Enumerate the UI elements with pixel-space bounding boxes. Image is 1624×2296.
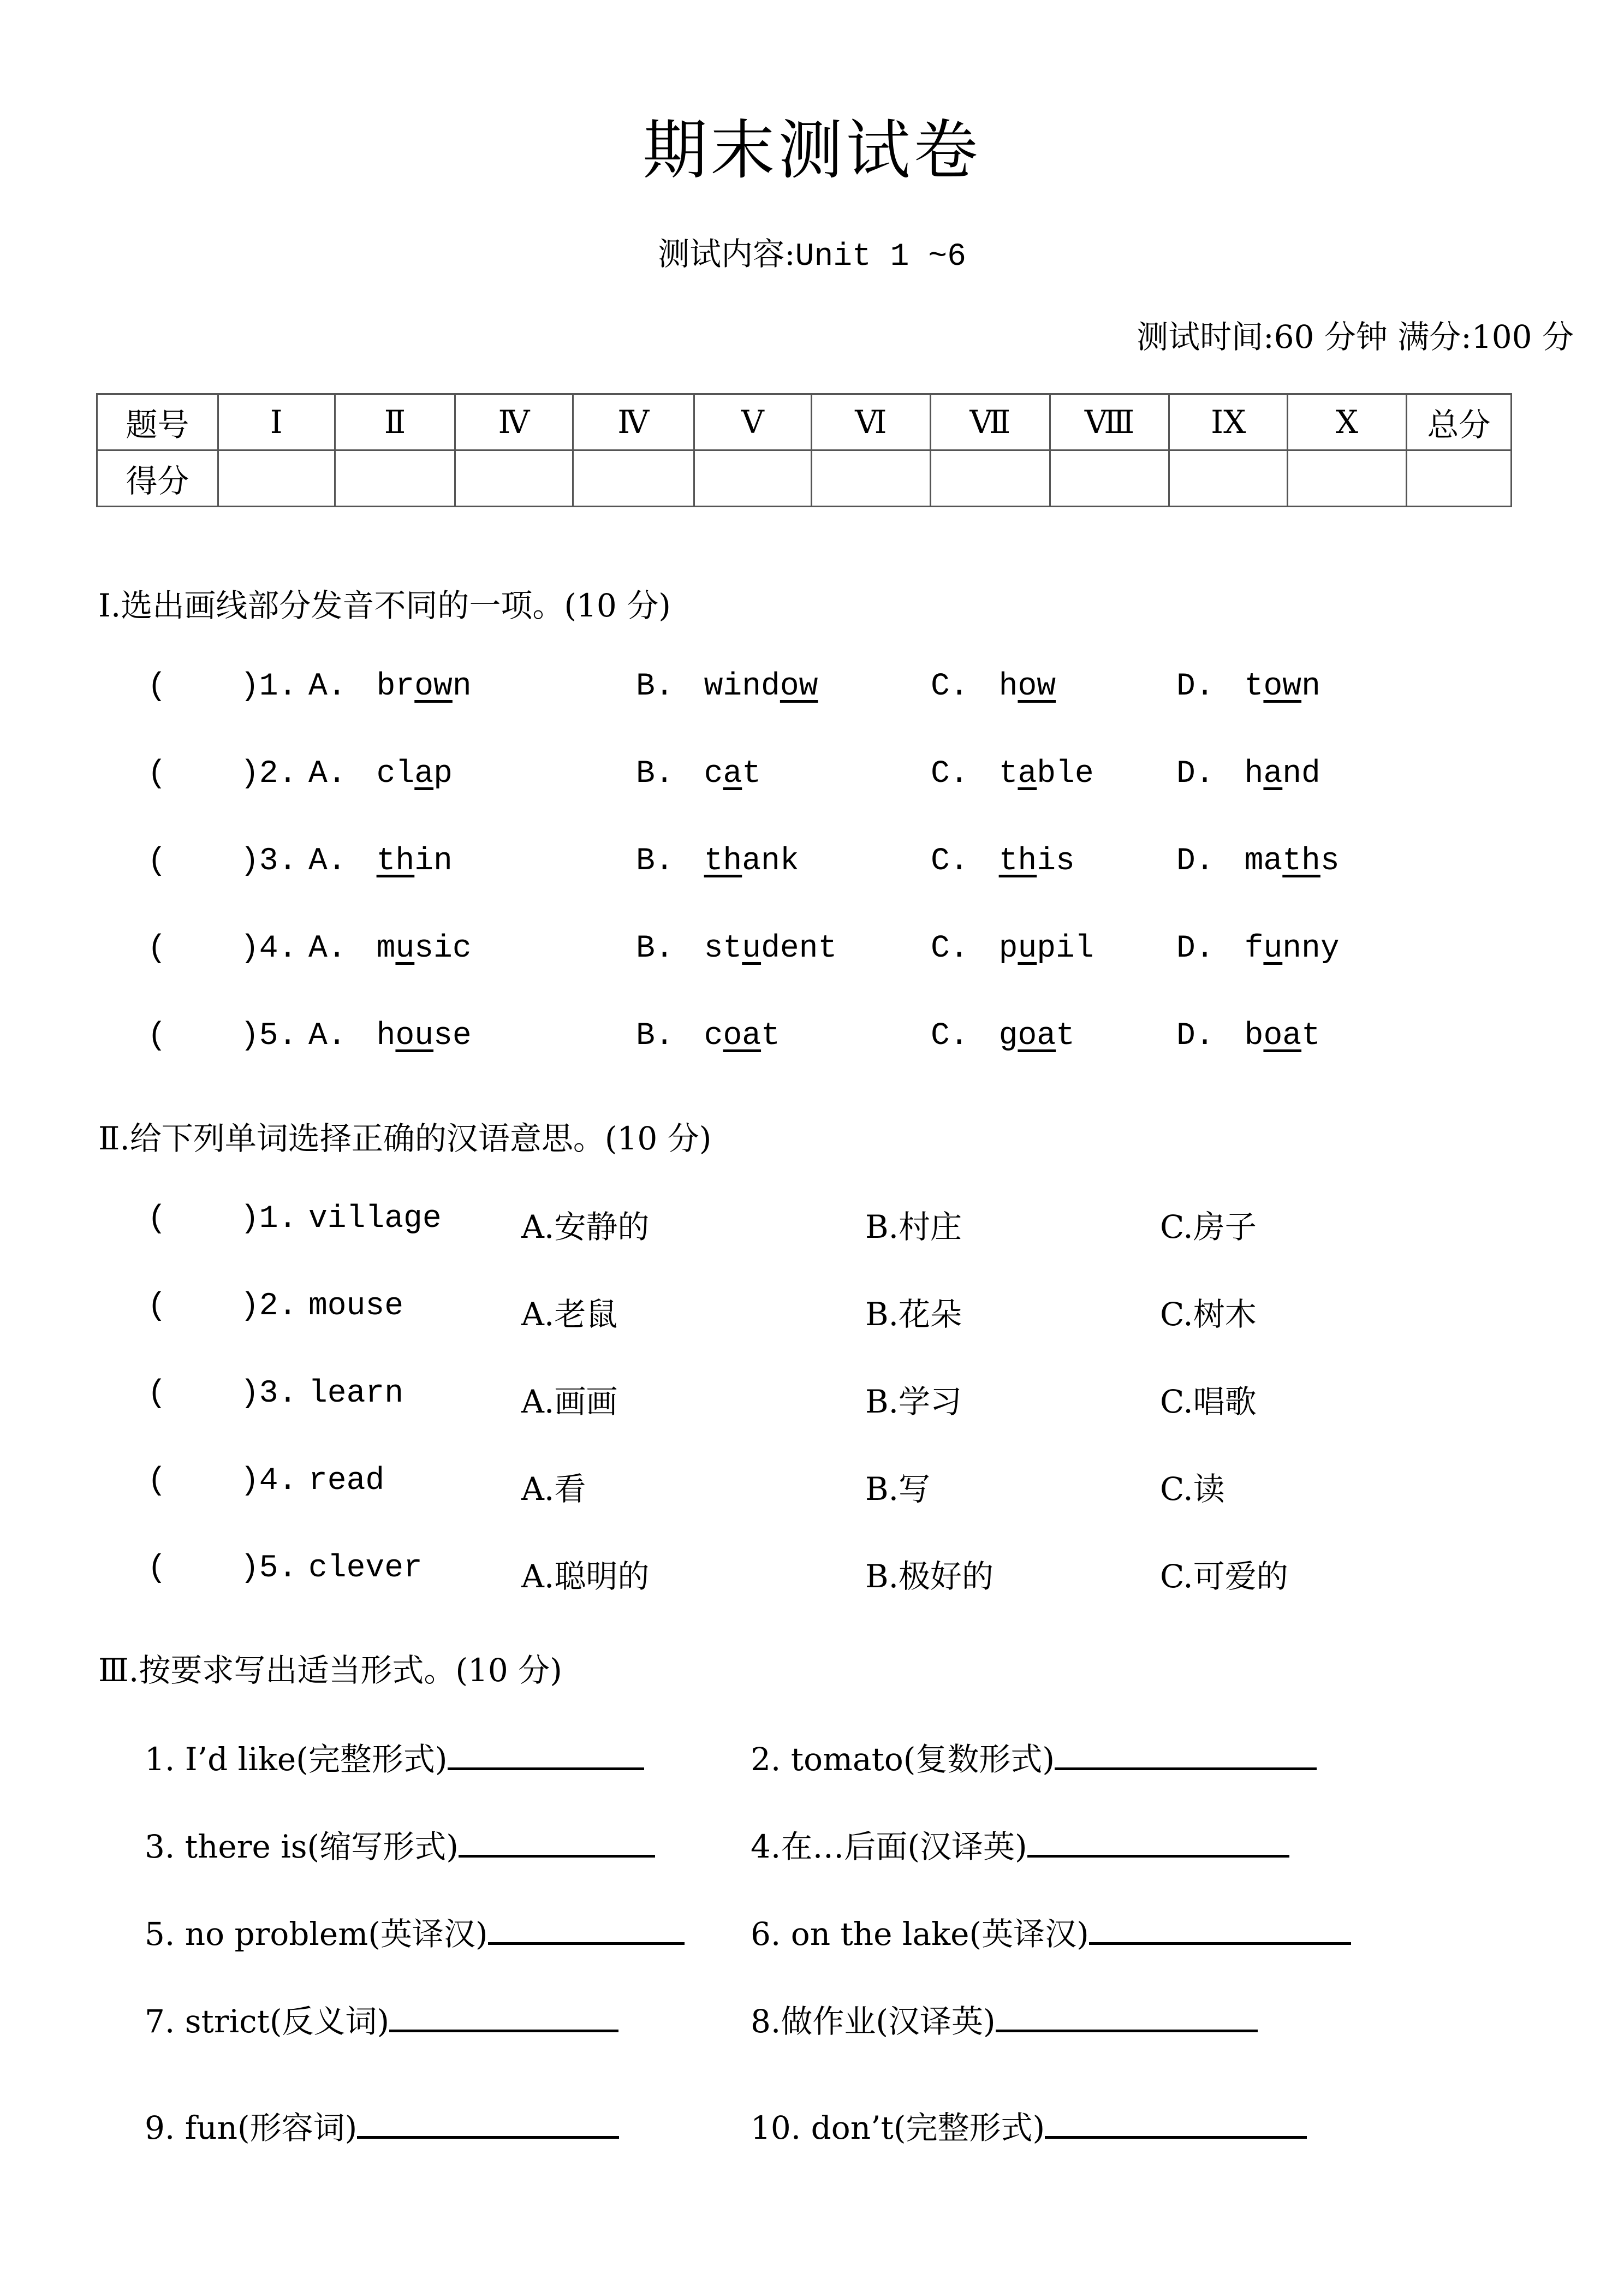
option-label: D. bbox=[1176, 1018, 1215, 1054]
fill-in-prompt: 2. tomato(复数形式) bbox=[751, 1741, 1055, 1778]
option-label: B. bbox=[636, 844, 674, 879]
underlined-letters: u bbox=[1263, 931, 1283, 966]
column-header: Ⅴ bbox=[694, 394, 811, 450]
option-label: B. bbox=[636, 669, 674, 704]
option[interactable] bbox=[636, 669, 818, 704]
underlined-letters: ow bbox=[414, 669, 453, 704]
word-part: n bbox=[452, 669, 472, 704]
option[interactable] bbox=[308, 669, 472, 704]
word-part: t bbox=[742, 756, 762, 792]
question-number: )2. bbox=[240, 1289, 298, 1324]
vocab-word: read bbox=[308, 1463, 385, 1499]
answer-blank[interactable] bbox=[1027, 1826, 1289, 1858]
score-cell[interactable] bbox=[812, 450, 931, 507]
option-b[interactable]: B.极好的 bbox=[865, 1558, 994, 1595]
fill-in-prompt: 8.做作业(汉译英) bbox=[751, 2003, 996, 2040]
answer-blank[interactable] bbox=[996, 2001, 1258, 2032]
underlined-letters: oa bbox=[723, 1018, 762, 1054]
word-part: nny bbox=[1282, 931, 1340, 966]
fill-in-item bbox=[751, 1996, 1258, 2042]
option-label: A. bbox=[308, 669, 347, 704]
fill-in-prompt: 10. don’t(完整形式) bbox=[751, 2109, 1045, 2146]
option[interactable] bbox=[308, 756, 453, 792]
answer-blank[interactable] bbox=[1055, 1739, 1317, 1770]
option-label: C. bbox=[931, 931, 969, 966]
answer-paren-open[interactable]: ( bbox=[147, 1018, 166, 1054]
word-part: s bbox=[1320, 844, 1340, 879]
test-time-and-score: 测试时间:60 分钟 满分:100 分 bbox=[1137, 318, 1574, 355]
word-part: p bbox=[998, 931, 1018, 966]
option-label: D. bbox=[1176, 669, 1215, 704]
option-label: C. bbox=[931, 844, 969, 879]
word-part: st bbox=[704, 931, 742, 966]
fill-in-item bbox=[751, 1821, 1289, 1867]
answer-blank[interactable] bbox=[459, 1826, 655, 1858]
vocab-word: clever bbox=[308, 1551, 423, 1586]
underlined-letters: u bbox=[395, 931, 415, 966]
word-part: is bbox=[1037, 844, 1075, 879]
answer-blank[interactable] bbox=[488, 1914, 685, 1945]
column-header: ⅠX bbox=[1169, 394, 1288, 450]
fill-in-item bbox=[145, 1908, 685, 1954]
option-label: D. bbox=[1176, 931, 1215, 966]
fill-in-prompt: 1. I’d like(完整形式) bbox=[145, 1741, 448, 1778]
fill-in-item bbox=[751, 2102, 1307, 2148]
underlined-letters: th bbox=[704, 844, 742, 879]
word-part: sic bbox=[414, 931, 472, 966]
question-number: )2. bbox=[240, 756, 298, 792]
option-label: A. bbox=[308, 1018, 347, 1054]
option[interactable] bbox=[1176, 844, 1340, 879]
word-part: m bbox=[376, 931, 396, 966]
underlined-letters: th bbox=[1282, 844, 1320, 879]
option-c[interactable]: C.可爱的 bbox=[1160, 1558, 1288, 1595]
answer-blank[interactable] bbox=[1045, 2108, 1307, 2139]
score-table-score-row bbox=[97, 450, 1512, 507]
underlined-letters: u bbox=[1018, 931, 1037, 966]
word-part: t bbox=[1301, 1018, 1320, 1054]
word-part: g bbox=[998, 1018, 1018, 1054]
question-number: )4. bbox=[240, 931, 298, 966]
option-b[interactable]: B.花朵 bbox=[865, 1296, 962, 1333]
option[interactable] bbox=[1176, 1018, 1320, 1054]
underlined-letters: th bbox=[376, 844, 415, 879]
word-part: cl bbox=[376, 756, 415, 792]
score-table-header-row bbox=[97, 394, 1512, 450]
option-a[interactable]: A.聪明的 bbox=[521, 1558, 650, 1595]
word-part: wind bbox=[704, 669, 780, 704]
option[interactable] bbox=[931, 669, 1056, 704]
answer-paren-open[interactable]: ( bbox=[147, 844, 166, 879]
option[interactable] bbox=[308, 1018, 472, 1054]
option-b[interactable]: B.学习 bbox=[865, 1383, 962, 1420]
option[interactable] bbox=[931, 844, 1075, 879]
answer-blank[interactable] bbox=[448, 1739, 644, 1770]
word-part: br bbox=[376, 669, 415, 704]
option-a[interactable]: A.老鼠 bbox=[521, 1296, 618, 1333]
score-label: 得分 bbox=[97, 450, 218, 507]
underlined-letters: ow bbox=[780, 669, 818, 704]
fill-in-prompt: 7. strict(反义词) bbox=[145, 2003, 390, 2040]
question-number: )4. bbox=[240, 1463, 298, 1499]
option-a[interactable]: A.画画 bbox=[521, 1383, 618, 1420]
word-part: h bbox=[1244, 756, 1264, 792]
word-part: h bbox=[998, 669, 1018, 704]
option-a[interactable]: A.看 bbox=[521, 1470, 586, 1508]
word-part: t bbox=[761, 1018, 780, 1054]
question-number: )5. bbox=[240, 1018, 298, 1054]
word-part: pil bbox=[1037, 931, 1094, 966]
fill-in-item bbox=[751, 1734, 1317, 1779]
option-label: C. bbox=[931, 1018, 969, 1054]
option[interactable] bbox=[931, 931, 1094, 966]
fill-in-item bbox=[145, 2102, 619, 2148]
answer-paren-open[interactable]: ( bbox=[147, 1201, 166, 1237]
word-part: p bbox=[433, 756, 453, 792]
option-b[interactable]: B.村庄 bbox=[865, 1208, 962, 1245]
option[interactable] bbox=[931, 756, 1094, 792]
score-cell-total[interactable] bbox=[1406, 450, 1511, 507]
word-part: t bbox=[1056, 1018, 1075, 1054]
word-part: f bbox=[1244, 931, 1264, 966]
underlined-letters: a bbox=[723, 756, 742, 792]
question-number-label: 题号 bbox=[97, 394, 218, 450]
fill-in-prompt: 5. no problem(英译汉) bbox=[145, 1915, 488, 1953]
answer-paren-open[interactable]: ( bbox=[147, 756, 166, 792]
section-3-heading: Ⅲ.按要求写出适当形式。(10 分) bbox=[98, 1652, 562, 1689]
option[interactable] bbox=[1176, 669, 1320, 704]
score-cell[interactable] bbox=[694, 450, 811, 507]
word-part: t bbox=[998, 756, 1018, 792]
underlined-letters: a bbox=[414, 756, 434, 792]
option-c[interactable]: C.唱歌 bbox=[1160, 1383, 1257, 1420]
question-number: )3. bbox=[240, 1376, 298, 1411]
column-header: Ⅵ bbox=[812, 394, 931, 450]
test-content bbox=[0, 228, 1624, 275]
word-part: n bbox=[1301, 669, 1320, 704]
score-cell[interactable] bbox=[335, 450, 455, 507]
underlined-letters: ow bbox=[1018, 669, 1056, 704]
answer-paren-open[interactable]: ( bbox=[147, 1463, 166, 1499]
option-a[interactable]: A.安静的 bbox=[521, 1208, 650, 1245]
underlined-letters: u bbox=[742, 931, 762, 966]
option-label: A. bbox=[308, 931, 347, 966]
score-cell[interactable] bbox=[1288, 450, 1406, 507]
score-cell[interactable] bbox=[218, 450, 335, 507]
vocab-word: village bbox=[308, 1201, 442, 1237]
word-part: dent bbox=[761, 931, 837, 966]
underlined-letters: a bbox=[1263, 756, 1283, 792]
underlined-letters: a bbox=[1018, 756, 1037, 792]
fill-in-prompt: 9. fun(形容词) bbox=[145, 2109, 358, 2146]
score-cell[interactable] bbox=[455, 450, 573, 507]
option[interactable] bbox=[636, 1018, 780, 1054]
vocab-word: mouse bbox=[308, 1289, 404, 1324]
word-part: ank bbox=[742, 844, 799, 879]
option-label: D. bbox=[1176, 756, 1215, 792]
answer-blank[interactable] bbox=[1089, 1914, 1351, 1945]
answer-paren-open[interactable]: ( bbox=[147, 931, 166, 966]
section-1-heading: Ⅰ.选出画线部分发音不同的一项。(10 分) bbox=[98, 587, 671, 624]
word-part: in bbox=[414, 844, 453, 879]
word-part: ble bbox=[1037, 756, 1094, 792]
score-cell[interactable] bbox=[1169, 450, 1288, 507]
underlined-letters: oa bbox=[1263, 1018, 1302, 1054]
option-label: B. bbox=[636, 1018, 674, 1054]
fill-in-prompt: 3. there is(缩写形式) bbox=[145, 1828, 459, 1865]
vocab-word: learn bbox=[308, 1376, 404, 1411]
option-c[interactable]: C.树木 bbox=[1160, 1296, 1257, 1333]
fill-in-item bbox=[145, 1734, 644, 1779]
answer-paren-open[interactable]: ( bbox=[147, 1289, 166, 1324]
underlined-letters: ou bbox=[395, 1018, 434, 1054]
option[interactable] bbox=[1176, 756, 1320, 792]
option-label: A. bbox=[308, 844, 347, 879]
option-label: C. bbox=[931, 756, 969, 792]
fill-in-item bbox=[145, 1996, 618, 2042]
word-part: h bbox=[376, 1018, 396, 1054]
question-number: )1. bbox=[240, 1201, 298, 1237]
section-2-heading: Ⅱ.给下列单词选择正确的汉语意思。(10 分) bbox=[98, 1120, 712, 1157]
column-header: Ⅳ bbox=[455, 394, 573, 450]
option-c[interactable]: C.读 bbox=[1160, 1470, 1225, 1508]
answer-paren-open[interactable]: ( bbox=[147, 1376, 166, 1411]
option-label: B. bbox=[636, 756, 674, 792]
score-cell[interactable] bbox=[573, 450, 694, 507]
question-number: )5. bbox=[240, 1551, 298, 1586]
option[interactable] bbox=[931, 1018, 1075, 1054]
fill-in-item bbox=[751, 1908, 1351, 1954]
word-part: t bbox=[1244, 669, 1264, 704]
score-cell[interactable] bbox=[930, 450, 1050, 507]
column-header: Ⅰ bbox=[218, 394, 335, 450]
option[interactable] bbox=[1176, 931, 1340, 966]
option-b[interactable]: B.写 bbox=[865, 1470, 931, 1508]
column-header: Ⅷ bbox=[1050, 394, 1169, 450]
answer-blank[interactable] bbox=[389, 2001, 618, 2032]
score-table bbox=[96, 393, 1512, 507]
word-part: se bbox=[433, 1018, 472, 1054]
option[interactable] bbox=[308, 844, 453, 879]
option[interactable] bbox=[636, 844, 799, 879]
word-part: c bbox=[704, 1018, 723, 1054]
option-label: C. bbox=[931, 669, 969, 704]
column-header: Ⅱ bbox=[335, 394, 455, 450]
test-content-label: 测试内容: bbox=[658, 235, 795, 272]
test-content-units: Unit 1 ~6 bbox=[795, 239, 966, 275]
column-header: Ⅶ bbox=[930, 394, 1050, 450]
option[interactable] bbox=[636, 756, 761, 792]
option-label: B. bbox=[636, 931, 674, 966]
option[interactable] bbox=[308, 931, 472, 966]
answer-paren-open[interactable]: ( bbox=[147, 669, 166, 704]
question-number: )3. bbox=[240, 844, 298, 879]
fill-in-prompt: 6. on the lake(英译汉) bbox=[751, 1915, 1089, 1953]
fill-in-item bbox=[145, 1821, 655, 1867]
answer-paren-open[interactable]: ( bbox=[147, 1551, 166, 1586]
word-part: nd bbox=[1282, 756, 1320, 792]
option-label: D. bbox=[1176, 844, 1215, 879]
score-cell[interactable] bbox=[1050, 450, 1169, 507]
column-header: X bbox=[1288, 394, 1406, 450]
column-header: Ⅳ bbox=[573, 394, 694, 450]
answer-blank[interactable] bbox=[357, 2108, 619, 2139]
word-part: ma bbox=[1244, 844, 1283, 879]
fill-in-prompt: 4.在…后面(汉译英) bbox=[751, 1828, 1027, 1865]
underlined-letters: th bbox=[998, 844, 1037, 879]
option-c[interactable]: C.房子 bbox=[1160, 1208, 1257, 1245]
page-title: 期末测试卷 bbox=[643, 112, 981, 188]
question-number: )1. bbox=[240, 669, 298, 704]
underlined-letters: ow bbox=[1263, 669, 1302, 704]
word-part: b bbox=[1244, 1018, 1264, 1054]
underlined-letters: oa bbox=[1018, 1018, 1056, 1054]
column-header-total: 总分 bbox=[1406, 394, 1511, 450]
option-label: A. bbox=[308, 756, 347, 792]
option[interactable] bbox=[636, 931, 837, 966]
word-part: c bbox=[704, 756, 723, 792]
